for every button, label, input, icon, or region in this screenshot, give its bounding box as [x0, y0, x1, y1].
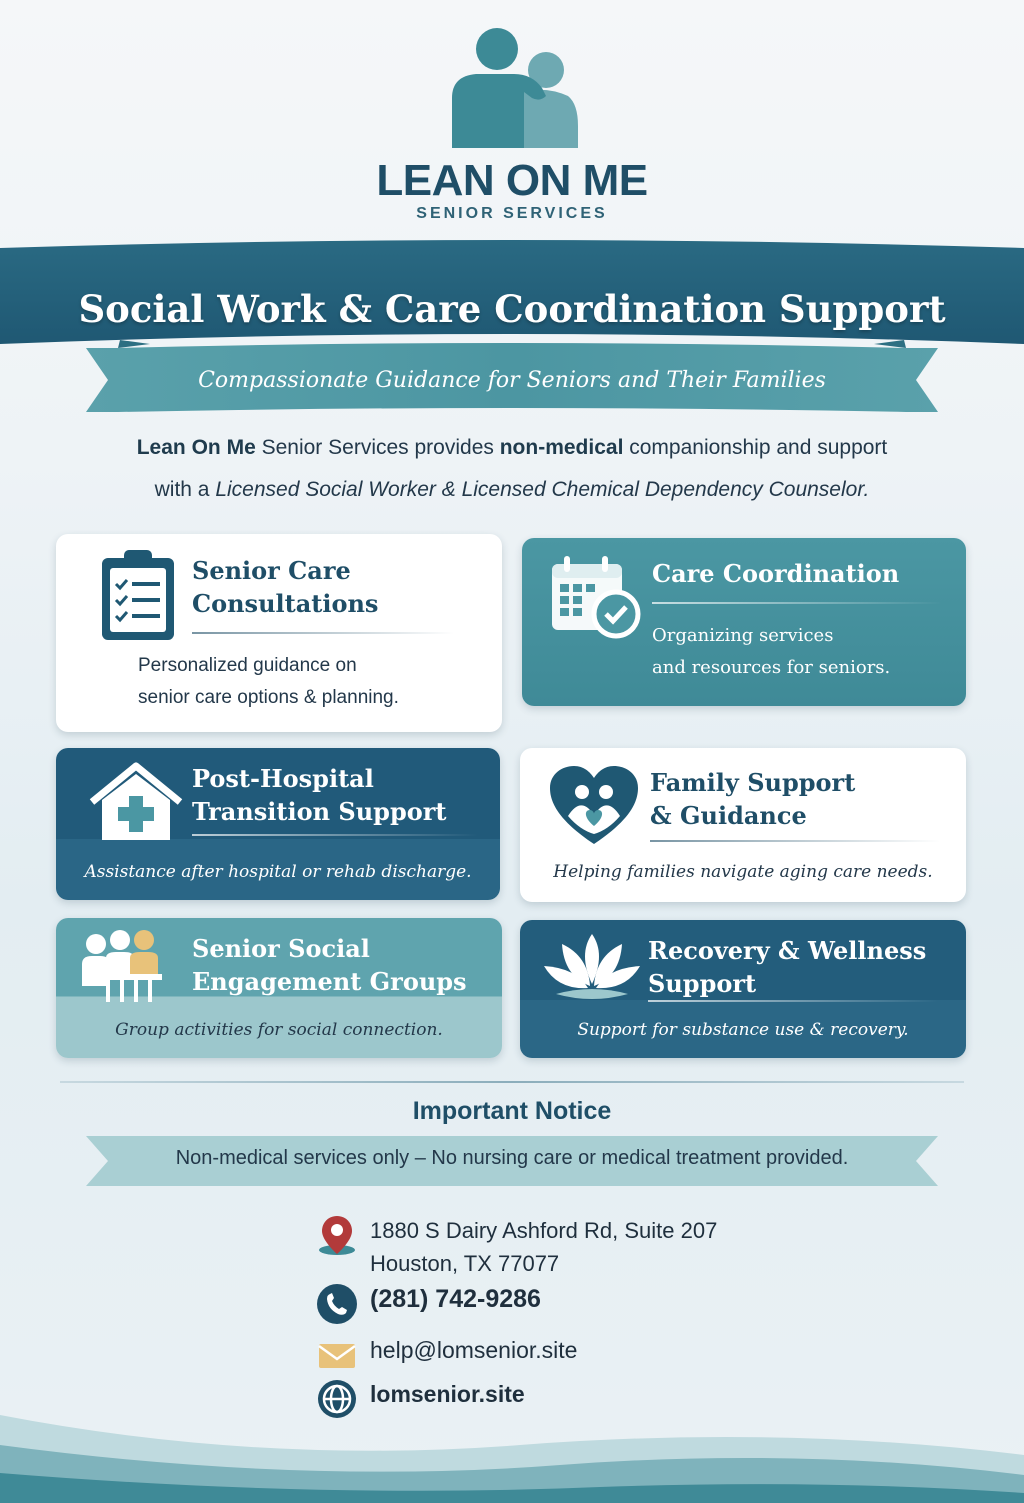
intro-text: Senior Services provides	[255, 436, 500, 459]
website-url[interactable]: lomsenior.site	[370, 1381, 525, 1407]
phone-number[interactable]: (281) 742-9286	[370, 1285, 541, 1313]
intro-bold: non-medical	[499, 436, 624, 459]
clipboard-checklist-icon	[98, 548, 178, 644]
divider	[192, 834, 478, 836]
lotus-icon	[542, 930, 642, 1006]
intro-text: with a	[154, 478, 216, 501]
location-pin-icon	[316, 1214, 358, 1256]
service-card-family	[520, 748, 966, 902]
service-title: Senior Care Consultations	[192, 556, 379, 618]
service-card-consultations	[56, 534, 502, 732]
intro-line-1	[60, 436, 964, 460]
calendar-check-icon	[548, 554, 644, 640]
service-title: Family Support & Guidance	[650, 768, 856, 830]
service-description: Assistance after hospital or rehab discharge.	[84, 862, 472, 882]
divider	[650, 840, 940, 842]
service-description: Personalized guidance on senior care options & planning.	[138, 655, 399, 708]
service-card-social	[56, 918, 502, 1058]
banner-title: Social Work & Care Coordination Support	[78, 287, 946, 331]
contact-phone[interactable]	[316, 1283, 541, 1325]
brand-subtitle: SENIOR SERVICES	[416, 205, 608, 222]
service-card-coordination	[522, 538, 966, 706]
service-card-post-hospital	[56, 748, 500, 900]
service-description: Support for substance use & recovery.	[577, 1020, 909, 1040]
contact-email[interactable]	[316, 1334, 577, 1376]
service-description: Helping families navigate aging care needs.	[553, 862, 933, 882]
notice-title: Important Notice	[412, 1097, 612, 1125]
divider	[652, 602, 942, 604]
notice-text: Non-medical services only – No nursing care or medical treatment provided.	[175, 1147, 849, 1169]
contact-address	[316, 1214, 717, 1280]
family-heart-icon	[548, 764, 640, 848]
brand-name: LEAN ON ME	[376, 156, 648, 205]
service-description: Organizing services and resources for seniors.	[652, 625, 891, 678]
address-text: 1880 S Dairy Ashford Rd, Suite 207 Houston, TX 77077	[370, 1218, 718, 1276]
divider	[648, 1000, 938, 1002]
medical-house-icon	[86, 760, 186, 844]
email-address[interactable]: help@lomsenior.site	[370, 1337, 578, 1363]
intro-text: companionship and support	[623, 436, 888, 459]
intro-line-2	[60, 478, 964, 502]
intro-credentials: Licensed Social Worker & Licensed Chemical Dependency Counselor.	[215, 478, 870, 501]
section-divider	[60, 1081, 964, 1083]
service-description: Group activities for social connection.	[115, 1020, 443, 1040]
logo-icon	[444, 26, 584, 148]
service-title: Recovery & Wellness Support	[648, 936, 927, 998]
phone-icon	[316, 1283, 358, 1325]
service-title: Post-Hospital Transition Support	[192, 764, 447, 826]
group-people-icon	[78, 930, 188, 1004]
service-title: Care Coordination	[652, 559, 900, 588]
banner-subtitle: Compassionate Guidance for Seniors and Their Families	[198, 368, 826, 393]
intro-brand: Lean On Me	[136, 436, 256, 459]
service-card-recovery	[520, 920, 966, 1058]
service-title: Senior Social Engagement Groups	[192, 934, 467, 996]
divider	[192, 632, 454, 634]
envelope-icon	[316, 1334, 358, 1376]
decorative-waves	[0, 1395, 1024, 1503]
